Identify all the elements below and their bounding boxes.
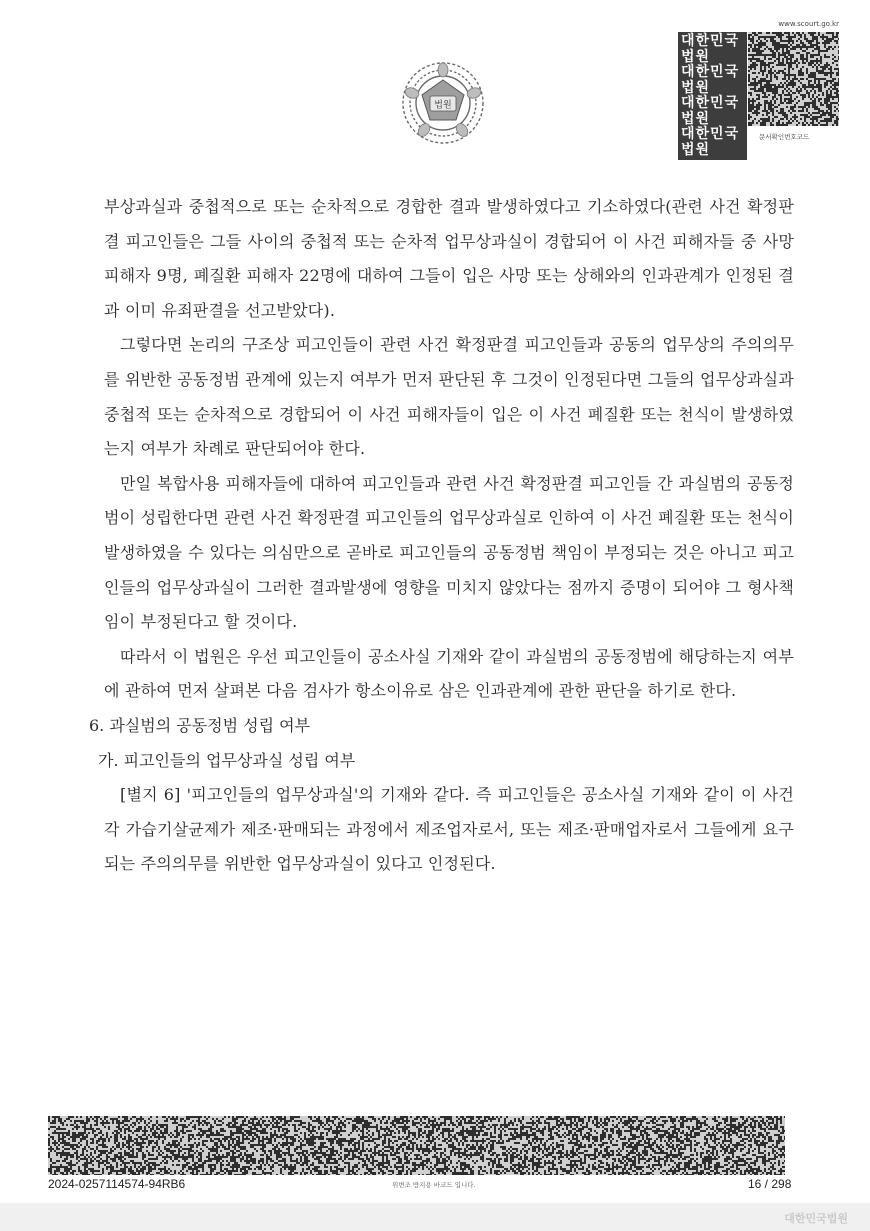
anti-forgery-barcode-icon (48, 1116, 785, 1175)
qr-line-1: 대한민국법원 (681, 33, 740, 65)
verification-code-block (676, 20, 839, 158)
court-emblem-icon (398, 58, 488, 148)
paragraph-3: 만일 복합사용 피해자들에 대하여 피고인들과 관련 사건 확정판결 피고인들 간 과실범의 공동정범이 성립한다면 관련 사건 확정판결 피고인들의 업무상과실로 인하여 이 사건 폐질환 또는 천식이 발생하였을 수 있다는 의심만으로 곧바로 피고인들의 공동정범 책임이 부정되는 것은 아니고 피고인들의 업무상과실이 그러한 결과발생에 영향을 미치지 않았다는 점까지 증명이 되어야 그 형사책임이 부정된다고 할 것이다. (104, 473, 794, 632)
qr-line-4: 대한민국법원 (681, 126, 740, 158)
qr-line-3: 대한민국법원 (681, 95, 740, 127)
qr-url: www.scourt.go.kr (778, 20, 839, 28)
page-number: 16 / 298 (748, 1177, 792, 1191)
qr-line-2: 대한민국법원 (681, 64, 740, 96)
emblem-label: 법원 (434, 100, 452, 111)
qr-code-icon (748, 32, 839, 126)
paragraph-2: 그렇다면 논리의 구조상 피고인들이 관련 사건 확정판결 피고인들과 공동의 업무상의 주의의무를 위반한 공동정범 관계에 있는지 여부가 먼저 판단된 후 그것이 인정된다면 그들의 업무상과실과 중첩적 또는 순차적으로 경합되어 이 사건 피해자들이 입은 이 사건 폐질환 또는 천식이 발생하였는지 여부가 차례로 판단되어야 한다. (104, 335, 794, 459)
court-emblem-graphic (398, 58, 488, 148)
barcode-graphic (48, 1116, 785, 1175)
subsection-heading: 가. 피고인들의 업무상과실 성립 여부 (98, 750, 356, 770)
document-body (89, 190, 794, 882)
court-tag-bar (0, 1203, 870, 1231)
qr-watermark-text (678, 32, 747, 160)
paragraph-4: 따라서 이 법원은 우선 피고인들이 공소사실 기재와 같이 과실범의 공동정범에 해당하는지 여부에 관하여 먼저 살펴본 다음 검사가 항소이유로 삼은 인과관계에 관한 판단을 하기로 한다. (104, 646, 794, 701)
document-id: 2024-0257114574-94RB6 (48, 1177, 186, 1191)
court-tag-label: 대한민국법원 (784, 1212, 848, 1225)
section-heading: 6. 과실범의 공동정범 성립 여부 (89, 715, 311, 735)
barcode-note: 위변조 방지용 바코드 입니다. (392, 1181, 476, 1189)
paragraph-5: [별지 6] '피고인들의 업무상과실'의 기재와 같다. 즉 피고인들은 공소사실 기재와 같이 이 사건 각 가습기살균제가 제조·판매되는 과정에서 제조업자로서, 또는 제조·판매업자로서 그들에게 요구되는 주의의무를 위반한 업무상과실이 있다고 인정된다. (104, 785, 794, 874)
qr-caption: 문서확인번호코드 (759, 133, 810, 141)
paragraph-1: 부상과실과 중첩적으로 또는 순차적으로 경합한 결과 발생하였다고 기소하였다(관련 사건 확정판결 피고인들은 그들 사이의 중첩적 또는 순차적 업무상과실이 경합되어 이 사건 피해자들 중 사망 피해자 9명, 폐질환 피해자 22명에 대하여 그들이 입은 사망 또는 상해와의 인과관계가 인정된 결과 이미 유죄판결을 선고받았다). (104, 197, 794, 320)
